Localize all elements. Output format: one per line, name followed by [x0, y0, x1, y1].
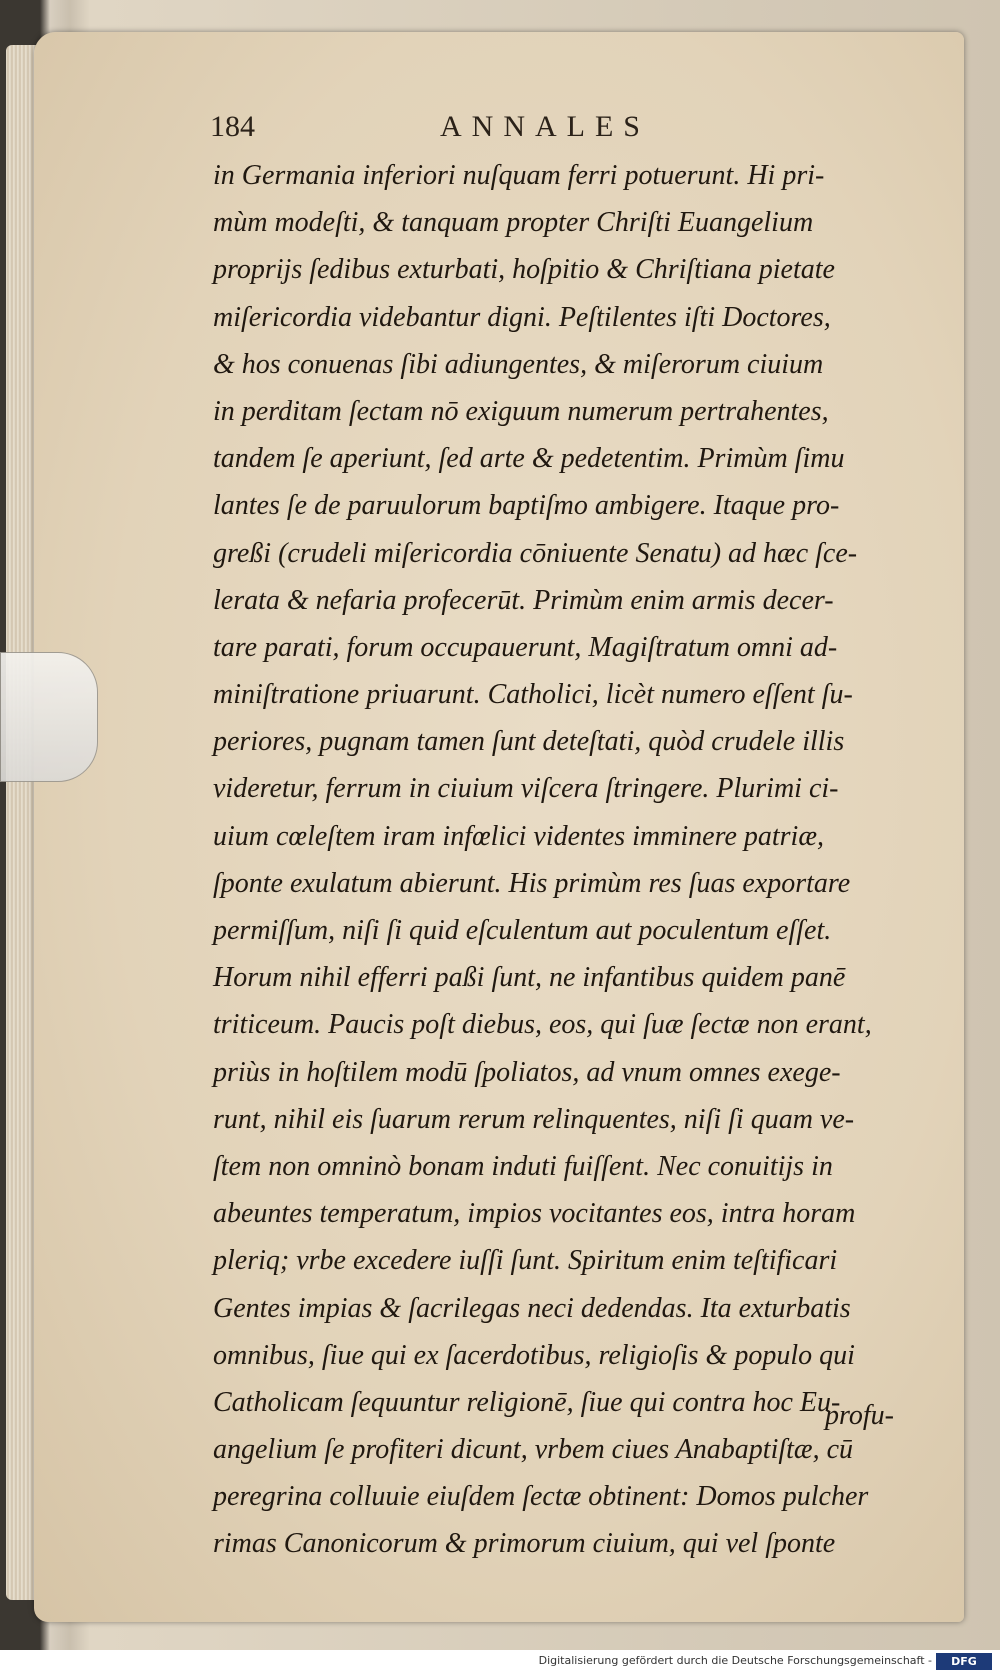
text-line: permiſſum, niſi ſi quid eſculentum aut poculentum eſſet.: [213, 915, 832, 946]
catchword: profu-: [825, 1400, 894, 1431]
text-line: lerata & nefaria profecerūt. Primùm enim armis decer-: [213, 584, 834, 616]
text-line: runt, nihil eis ſuarum rerum relinquentes, niſi ſi quam ve-: [213, 1103, 855, 1135]
running-title: ANNALES: [440, 110, 650, 143]
text-line: videretur, ferrum in ciuium viſcera ſtringere. Plurimi ci-: [213, 773, 839, 805]
text-line: & hos conuenas ſibi adiungentes, & miſerorum ciuium: [213, 348, 824, 380]
text-line: abeuntes temperatum, impios vocitantes eos, intra horam: [213, 1198, 856, 1230]
text-line: mùm modeſti, & tanquam propter Chriſti Euangelium: [213, 207, 814, 239]
page-number: 184: [210, 110, 255, 143]
dfg-logo: DFG: [936, 1653, 992, 1670]
text-line: uium cœleſtem iram infœlici videntes imminere patriæ,: [213, 820, 824, 852]
text-line: triticeum. Paucis poſt diebus, eos, qui ſuæ ſectæ non erant,: [213, 1009, 872, 1041]
text-line: pleriq; vrbe excedere iuſſi ſunt. Spiritum enim teſtificari: [213, 1245, 838, 1277]
text-line: angelium ſe profiteri dicunt, vrbem ciues Anabaptiſtæ, cū: [213, 1434, 854, 1466]
running-head: [210, 110, 690, 154]
text-line: Gentes impias & ſacrilegas neci dedendas. Ita exturbatis: [213, 1292, 851, 1324]
text-line: miſericordia videbantur digni. Peſtilentes iſti Doctores,: [213, 301, 831, 333]
digitization-credit-bar: [0, 1650, 1000, 1674]
text-line: in perditam ſectam nō exiguum numerum pertrahentes,: [213, 395, 829, 427]
text-line: periores, pugnam tamen ſunt deteſtati, quòd crudele illis: [213, 726, 845, 758]
text-line: in Germania inferiori nuſquam ferri potuerunt. Hi pri-: [213, 160, 825, 191]
text-line: Horum nihil efferri paßi ſunt, ne infantibus quidem panē: [213, 962, 846, 994]
text-line: Catholicam ſequuntur religionē, ſiue qui contra hoc Eu-: [213, 1386, 841, 1418]
text-line: peregrina colluuie eiuſdem ſectæ obtinent: Domos pulcher: [213, 1481, 869, 1513]
body-text: [213, 152, 913, 1568]
text-line: proprijs ſedibus exturbati, hoſpitio & Chriſtiana pietate: [213, 254, 835, 286]
credit-text: Digitalisierung gefördert durch die Deutsche Forschungsgemeinschaft -: [538, 1654, 932, 1667]
text-line: ſponte exulatum abierunt. His primùm res ſuas exportare: [213, 867, 851, 899]
text-line: omnibus, ſiue qui ex ſacerdotibus, religioſis & populo qui: [213, 1339, 855, 1371]
text-line: rimas Canonicorum & primorum ciuium, qui vel ſponte: [213, 1528, 836, 1560]
text-line: lantes ſe de paruulorum baptiſmo ambigere. Itaque pro-: [213, 490, 840, 522]
text-line: tandem ſe aperiunt, ſed arte & pedetentim. Primùm ſimu: [213, 443, 845, 475]
text-line: miniſtratione priuarunt. Catholici, licèt numero eſſent ſu-: [213, 679, 853, 711]
text-line: priùs in hoſtilem modū ſpoliatos, ad vnum omnes exege-: [213, 1056, 841, 1088]
page-clip: [0, 652, 98, 782]
text-line: tare parati, forum occupauerunt, Magiſtratum omni ad-: [213, 631, 838, 663]
text-line: greßi (crudeli miſericordia cōniuente Senatu) ad hæc ſce-: [213, 537, 858, 569]
text-line: ſtem non omninò bonam induti fuiſſent. Nec conuitijs in: [213, 1150, 833, 1182]
